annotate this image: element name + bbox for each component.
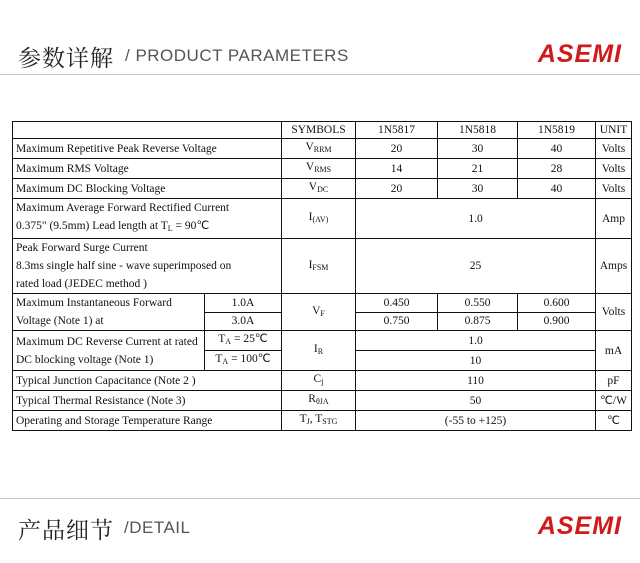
param-label: Operating and Storage Temperature Range xyxy=(13,411,282,431)
table-row xyxy=(13,179,632,199)
value-cell: 30 xyxy=(438,139,518,159)
value-cell: 0.450 xyxy=(356,294,438,313)
symbol-cell: $V_{RRM}$ xyxy=(282,139,356,159)
condition-cell: 3.0A xyxy=(205,312,282,331)
param-label: Typical Thermal Resistance (Note 3) xyxy=(13,391,282,411)
param-label: Maximum RMS Voltage xyxy=(13,159,282,179)
section-title-cn: 参数详解 xyxy=(18,46,114,72)
unit-cell: Amps xyxy=(596,239,632,294)
param-label: Maximum DC Blocking Voltage xyxy=(13,179,282,199)
value-cell: 20 xyxy=(356,139,438,159)
value-cell: 0.900 xyxy=(518,312,596,331)
table-row xyxy=(13,294,632,313)
section-title-en: / PRODUCT PARAMETERS xyxy=(125,46,349,65)
symbol-cell: $V_{RMS}$ xyxy=(282,159,356,179)
divider xyxy=(0,74,640,75)
parameters-table xyxy=(12,121,632,431)
condition-cell: $T_A$ = 100℃ xyxy=(205,351,282,371)
header-cell xyxy=(13,122,282,139)
unit-cell: Volts xyxy=(596,294,632,331)
symbol-cell: $I_R$ xyxy=(282,331,356,371)
value-cell: 40 xyxy=(518,179,596,199)
value-cell: 28 xyxy=(518,159,596,179)
unit-cell: Volts xyxy=(596,159,632,179)
value-cell: 40 xyxy=(518,139,596,159)
condition-cell: 1.0A xyxy=(205,294,282,313)
symbol-cell: $R_{\theta JA}$ xyxy=(282,391,356,411)
param-label: Typical Junction Capacitance (Note 2 ) xyxy=(13,371,282,391)
section-header-detail xyxy=(0,508,640,548)
symbol-cell: $V_{DC}$ xyxy=(282,179,356,199)
header-cell: UNIT xyxy=(596,122,632,139)
param-label: Maximum Average Forward Rectified Current 0.375" (9.5mm) Lead length at $T_L$ = 90℃ xyxy=(13,199,282,239)
table-row xyxy=(13,139,632,159)
param-label: Maximum DC Reverse Current at rated DC blocking voltage (Note 1) xyxy=(13,331,205,371)
value-cell: 21 xyxy=(438,159,518,179)
value-cell: 0.750 xyxy=(356,312,438,331)
symbol-cell: $I_{(AV)}$ xyxy=(282,199,356,239)
value-cell: 0.875 xyxy=(438,312,518,331)
unit-cell: Volts xyxy=(596,139,632,159)
param-label: Maximum Repetitive Peak Reverse Voltage xyxy=(13,139,282,159)
value-cell: 1.0 xyxy=(356,331,596,351)
symbol-cell: $I_{FSM}$ xyxy=(282,239,356,294)
table-header-row xyxy=(13,122,632,139)
section-header-parameters xyxy=(0,36,640,76)
table-row xyxy=(13,239,632,294)
table-row xyxy=(13,411,632,431)
unit-cell: pF xyxy=(596,371,632,391)
header-cell: 1N5817 xyxy=(356,122,438,139)
value-cell: 110 xyxy=(356,371,596,391)
table-row xyxy=(13,391,632,411)
value-cell: 20 xyxy=(356,179,438,199)
condition-cell: $T_A$ = 25℃ xyxy=(205,331,282,351)
value-cell: 0.600 xyxy=(518,294,596,313)
unit-cell: ℃/W xyxy=(596,391,632,411)
unit-cell: Amp xyxy=(596,199,632,239)
header-cell: 1N5818 xyxy=(438,122,518,139)
unit-cell: Volts xyxy=(596,179,632,199)
table-row xyxy=(13,371,632,391)
section-title-en: /DETAIL xyxy=(124,518,191,537)
section-title-cn: 产品细节 xyxy=(18,518,114,544)
unit-cell: mA xyxy=(596,331,632,371)
symbol-cell: $V_F$ xyxy=(282,294,356,331)
asemi-logo: ASEMI xyxy=(537,40,622,68)
header-cell: SYMBOLS xyxy=(282,122,356,139)
symbol-cell: $T_J$, $T_{STG}$ xyxy=(282,411,356,431)
unit-cell: ℃ xyxy=(596,411,632,431)
table-row xyxy=(13,159,632,179)
param-label: Maximum Instantaneous Forward Voltage (Note 1) at xyxy=(13,294,205,331)
value-cell: 0.550 xyxy=(438,294,518,313)
value-cell: 1.0 xyxy=(356,199,596,239)
value-cell: 14 xyxy=(356,159,438,179)
param-label: Peak Forward Surge Current 8.3ms single half sine - wave superimposed on rated load (JEDEC method ) xyxy=(13,239,282,294)
value-cell: 50 xyxy=(356,391,596,411)
value-cell: 30 xyxy=(438,179,518,199)
symbol-cell: $C_j$ xyxy=(282,371,356,391)
value-cell: (-55 to +125) xyxy=(356,411,596,431)
asemi-logo: ASEMI xyxy=(537,512,622,540)
header-cell: 1N5819 xyxy=(518,122,596,139)
table-row xyxy=(13,331,632,351)
value-cell: 25 xyxy=(356,239,596,294)
table-row xyxy=(13,199,632,239)
value-cell: 10 xyxy=(356,351,596,371)
divider xyxy=(0,498,640,499)
